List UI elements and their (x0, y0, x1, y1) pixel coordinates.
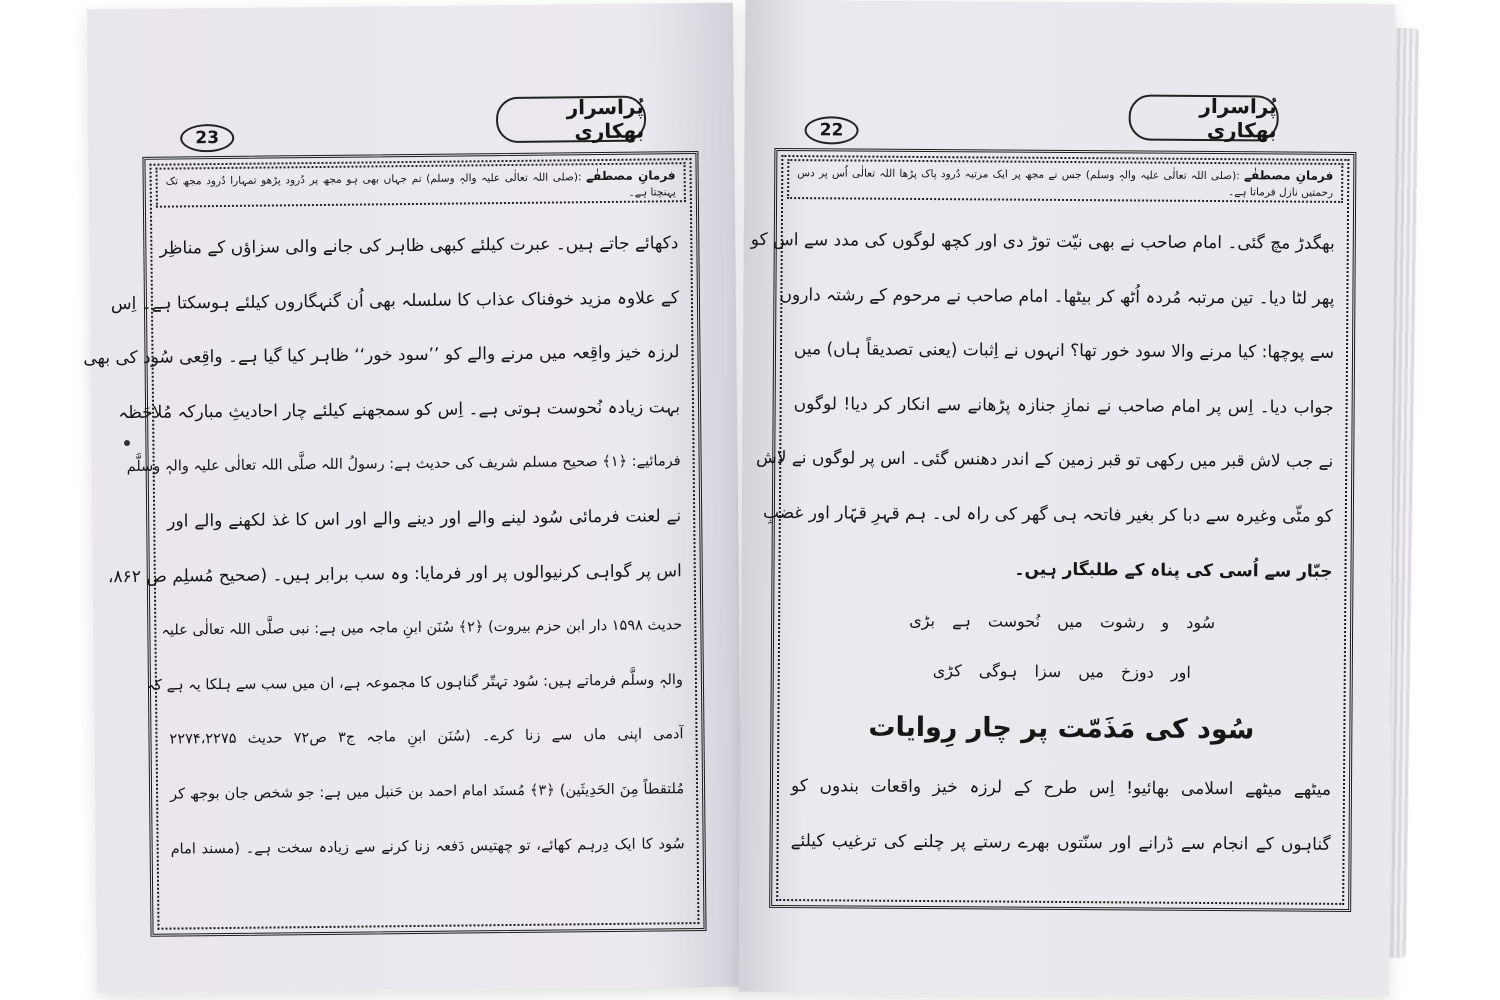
text-line: حدیث ۱۵۹۸ دار ابن حزم بیروت) ﴿۲﴾ سُنَن ابنِ ماجہ میں ہے: نبی صلَّی اللہ تعالٰی علیہ (161, 617, 683, 639)
running-title: پُراسرار بھکاری (496, 96, 646, 144)
text-line: سے پوچھا: کیا مرنے والا سود خور تھا؟ انہوں نے اِثبات (یعنی تصدیقاً ہاں) میں (793, 339, 1335, 364)
text-line: کے علاوہ مزید خوفناک عذاب کا سلسلہ بھی اُن گنہگاروں کیلئے ہوسکتا ہے۔ اِس (110, 287, 680, 314)
running-title: پُراسرار بھکاری (1128, 94, 1278, 141)
body-text (83, 216, 685, 876)
text-line: آدمی اپنی ماں سے زنا کرے۔ (سُنَن ابنِ ماجہ ج۳ ص۷۲ حدیث ۲۲۷۴،۲۲۷۵ (169, 726, 684, 748)
banner-label: فرمانِ مصطفٰے (1243, 168, 1334, 183)
text-line: لرزہ خیز واقِعہ میں مرنے والے کو ’’سود خور‘‘ ظاہر کیا گیا ہے۔ واقِعی سُود کی بھی (83, 342, 680, 369)
text-line: کو مٹّی وغیرہ سے دبا کر بغیر فاتحہ ہی گھر کی راہ لی۔ ہم قہرِ قہّار اور غضبِ (762, 502, 1333, 527)
text-line: فرمائیے: ﴿۱﴾ صحیح مسلم شریف کی حدیث ہے: رسولُ اللہ صلَّی اللہ تعالٰی علیہ والہٖ وسلَّم (126, 453, 681, 476)
text-line: بھگدڑ مچ گئی۔ امام صاحب نے بھی نیّت توڑ دی اور کچھ لوگوں کی مدد سے اس کو (750, 229, 1335, 254)
text-line: گناہوں کے انجام سے ڈرانے اور سنّتوں بھرے رستے پر چلنے کی ترغیب کیلئے (790, 830, 1331, 855)
text-frame (83, 151, 706, 937)
body-text (750, 213, 1335, 872)
text-frame (750, 148, 1356, 912)
text-line: دکھائے جاتے ہیں۔ عبرت کیلئے کبھی ظاہر کی جانے والی سزاؤں کے مناظِر (159, 233, 679, 259)
text-line: اس پر گواہی کرنیوالوں پر اور فرمایا: وہ سب برابر ہیں۔ (صحیح مُسلِم ص ۸۶۲، (107, 560, 682, 587)
text-line: جبّار سے اُسی کی پناہ کے طلبگار ہیں۔ (1014, 559, 1333, 582)
text-line: سُود کا ایک دِرہم کھائے، تو چھتیس دَفعہ زنا کرنے سے زیادہ سخت ہے۔ (مسند امام (170, 835, 685, 858)
poem-verse: اور دوزخ میں سزا ہوگی کڑی (932, 661, 1191, 683)
text-line: مُلتقطاً مِنَ الحَدِیثَین) ﴿۳﴾ مُسنَد امام احمد بن حَنبل میں ہے: جو شخص جان بوجھ کر (170, 781, 685, 803)
banner-label: فرمانِ مصطفٰے (586, 168, 676, 184)
header-banner (156, 162, 686, 208)
banner-text: :(صلی اللہ تعالٰی علیہ والہٖ وسلم) جس نے مجھ پر ایک مرتبہ دُرود پاک پڑھا اللہ تعالٰی اُس پر دس رحمتیں نازل فرماتا ہے۔ (797, 167, 1334, 199)
right-page (739, 0, 1396, 996)
banner-text: :(صلی اللہ تعالٰی علیہ والہٖ وسلم) تم جہاں بھی ہو مجھ پر دُرود پڑھو تمہارا دُرود مجھ تک پہنچتا ہے۔ (165, 171, 676, 199)
left-page (83, 3, 743, 994)
page-number: 23 (180, 124, 234, 153)
ink-dot (124, 440, 130, 446)
text-line: والہٖ وسلَّم فرماتے ہیں: سُود تہتّر گناہوں کا مجموعہ ہے، ان میں سب سے ہلکا یہ ہے کہ (146, 671, 684, 694)
text-line: میٹھے میٹھے اسلامی بھائیو! اِس طرح کے لرزہ خیز واقعات بندوں کو (790, 776, 1332, 801)
header-banner (787, 159, 1343, 203)
section-heading: سُود کی مَذَمّت پر چار رِوایات (868, 711, 1255, 746)
page-number: 22 (804, 116, 858, 144)
text-line: نے جب لاش قبر میں رکھی تو قبر زمین کے اندر دھنس گئی۔ اس پر لوگوں نے لاش (755, 448, 1334, 473)
text-line: پھر لٹا دیا۔ تین مرتبہ مُردہ اُٹھ کر بیٹھا۔ امام صاحب نے مرحوم کے رشتہ داروں (779, 284, 1335, 309)
text-line: بہت زیادہ نُحوست ہوتی ہے۔ اِس کو سمجھنے کیلئے چار احادیثِ مبارکہ مُلاحَظہ (118, 397, 681, 423)
poem-verse: سُود و رشوت میں نُحوست ہے بڑی (909, 611, 1216, 633)
text-line: نے لعنت فرمائی سُود لینے والے اور دینے والے اور اس کا غذ لکھنے والے اور (167, 506, 682, 532)
text-line: جواب دیا۔ اِس پر امام صاحب نے نمازِ جنازہ پڑھانے سے انکار کر دیا! لوگوں (793, 393, 1334, 418)
